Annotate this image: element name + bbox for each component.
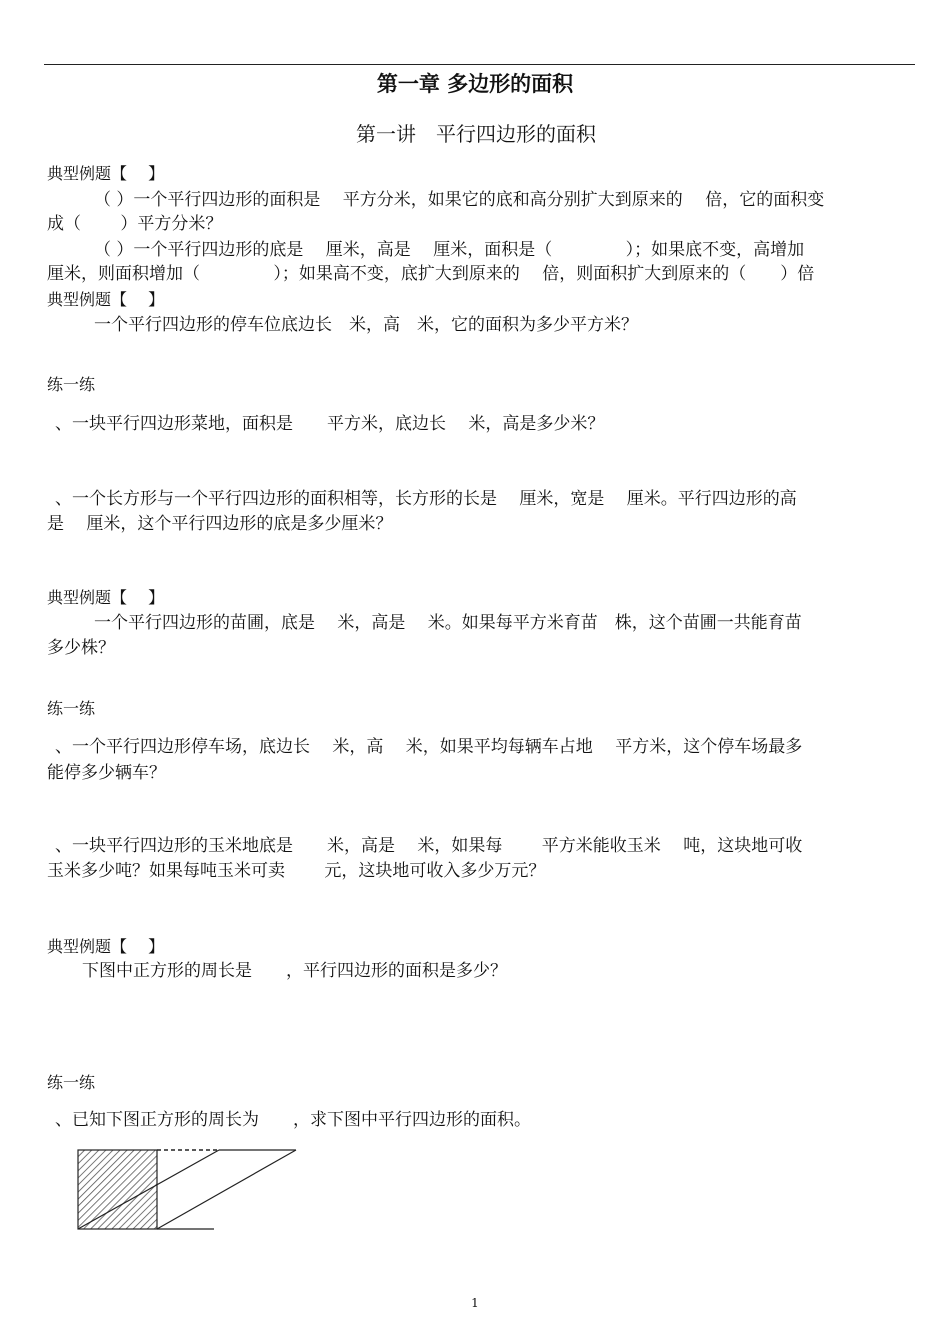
example3-line2: 多少株？ <box>47 638 115 658</box>
example-label: 典型例题【 】 <box>47 290 165 309</box>
practice2-item1-line2: 能停多少辆车？ <box>47 763 166 783</box>
example1-q1-line1: （ ）一个平行四边形的面积是 平方分米，如果它的底和高分别扩大到原来的 倍，它的面积变 <box>94 190 825 210</box>
square-parallelogram-figure <box>74 1146 304 1236</box>
practice1-item2-line1: 、一个长方形与一个平行四边形的面积相等，长方形的长是 厘米，宽是 厘米。平行四边形的高 <box>55 489 797 509</box>
example2-question: 一个平行四边形的停车位底边长 米，高 米，它的面积为多少平方米？ <box>94 315 638 335</box>
chapter-title: 第一章 多边形的面积 <box>376 72 574 96</box>
practice2-item2-line2: 玉米多少吨？如果每吨玉米可卖 元，这块地可收入多少万元？ <box>47 861 546 881</box>
practice-label: 练一练 <box>47 699 96 718</box>
practice1-item1: 、一块平行四边形菜地，面积是 平方米，底边长 米，高是多少米？ <box>55 414 605 434</box>
example-label: 典型例题【 】 <box>47 164 165 183</box>
practice3-item1: 、已知下图正方形的周长为 ，求下图中平行四边形的面积。 <box>55 1110 531 1130</box>
parallelogram-right-edge <box>157 1150 296 1229</box>
practice2-item2-line1: 、一块平行四边形的玉米地底是 米，高是 米，如果每 平方米能收玉米 吨，这块地可收 <box>55 836 803 856</box>
example1-q1-line2: 成（ ）平方分米？ <box>47 214 223 234</box>
practice-label: 练一练 <box>47 1073 96 1092</box>
practice1-item2-line2: 是 厘米，这个平行四边形的底是多少厘米？ <box>47 514 393 534</box>
shaded-square <box>78 1150 157 1229</box>
example3-line1: 一个平行四边形的苗圃，底是 米，高是 米。如果每平方米育苗 株，这个苗圃一共能育苗 <box>94 613 802 633</box>
example1-q2-line1: （ ）一个平行四边形的底是 厘米，高是 厘米，面积是（ ）；如果底不变，高增加 <box>94 240 805 260</box>
practice-label: 练一练 <box>47 375 96 394</box>
header-rule <box>44 64 915 65</box>
example1-q2-line2: 厘米，则面积增加（ ）；如果高不变，底扩大到原来的 倍，则面积扩大到原来的（ ）倍 <box>47 264 815 284</box>
lecture-title: 第一讲 平行四边形的面积 <box>356 122 596 146</box>
example-label: 典型例题【 】 <box>47 937 165 956</box>
example-label: 典型例题【 】 <box>47 588 165 607</box>
practice2-item1-line1: 、一个平行四边形停车场，底边长 米，高 米，如果平均每辆车占地 平方米，这个停车场最多 <box>55 737 803 757</box>
page-number: 1 <box>471 1296 479 1310</box>
example4-question: 下图中正方形的周长是 ，平行四边形的面积是多少？ <box>82 961 507 981</box>
